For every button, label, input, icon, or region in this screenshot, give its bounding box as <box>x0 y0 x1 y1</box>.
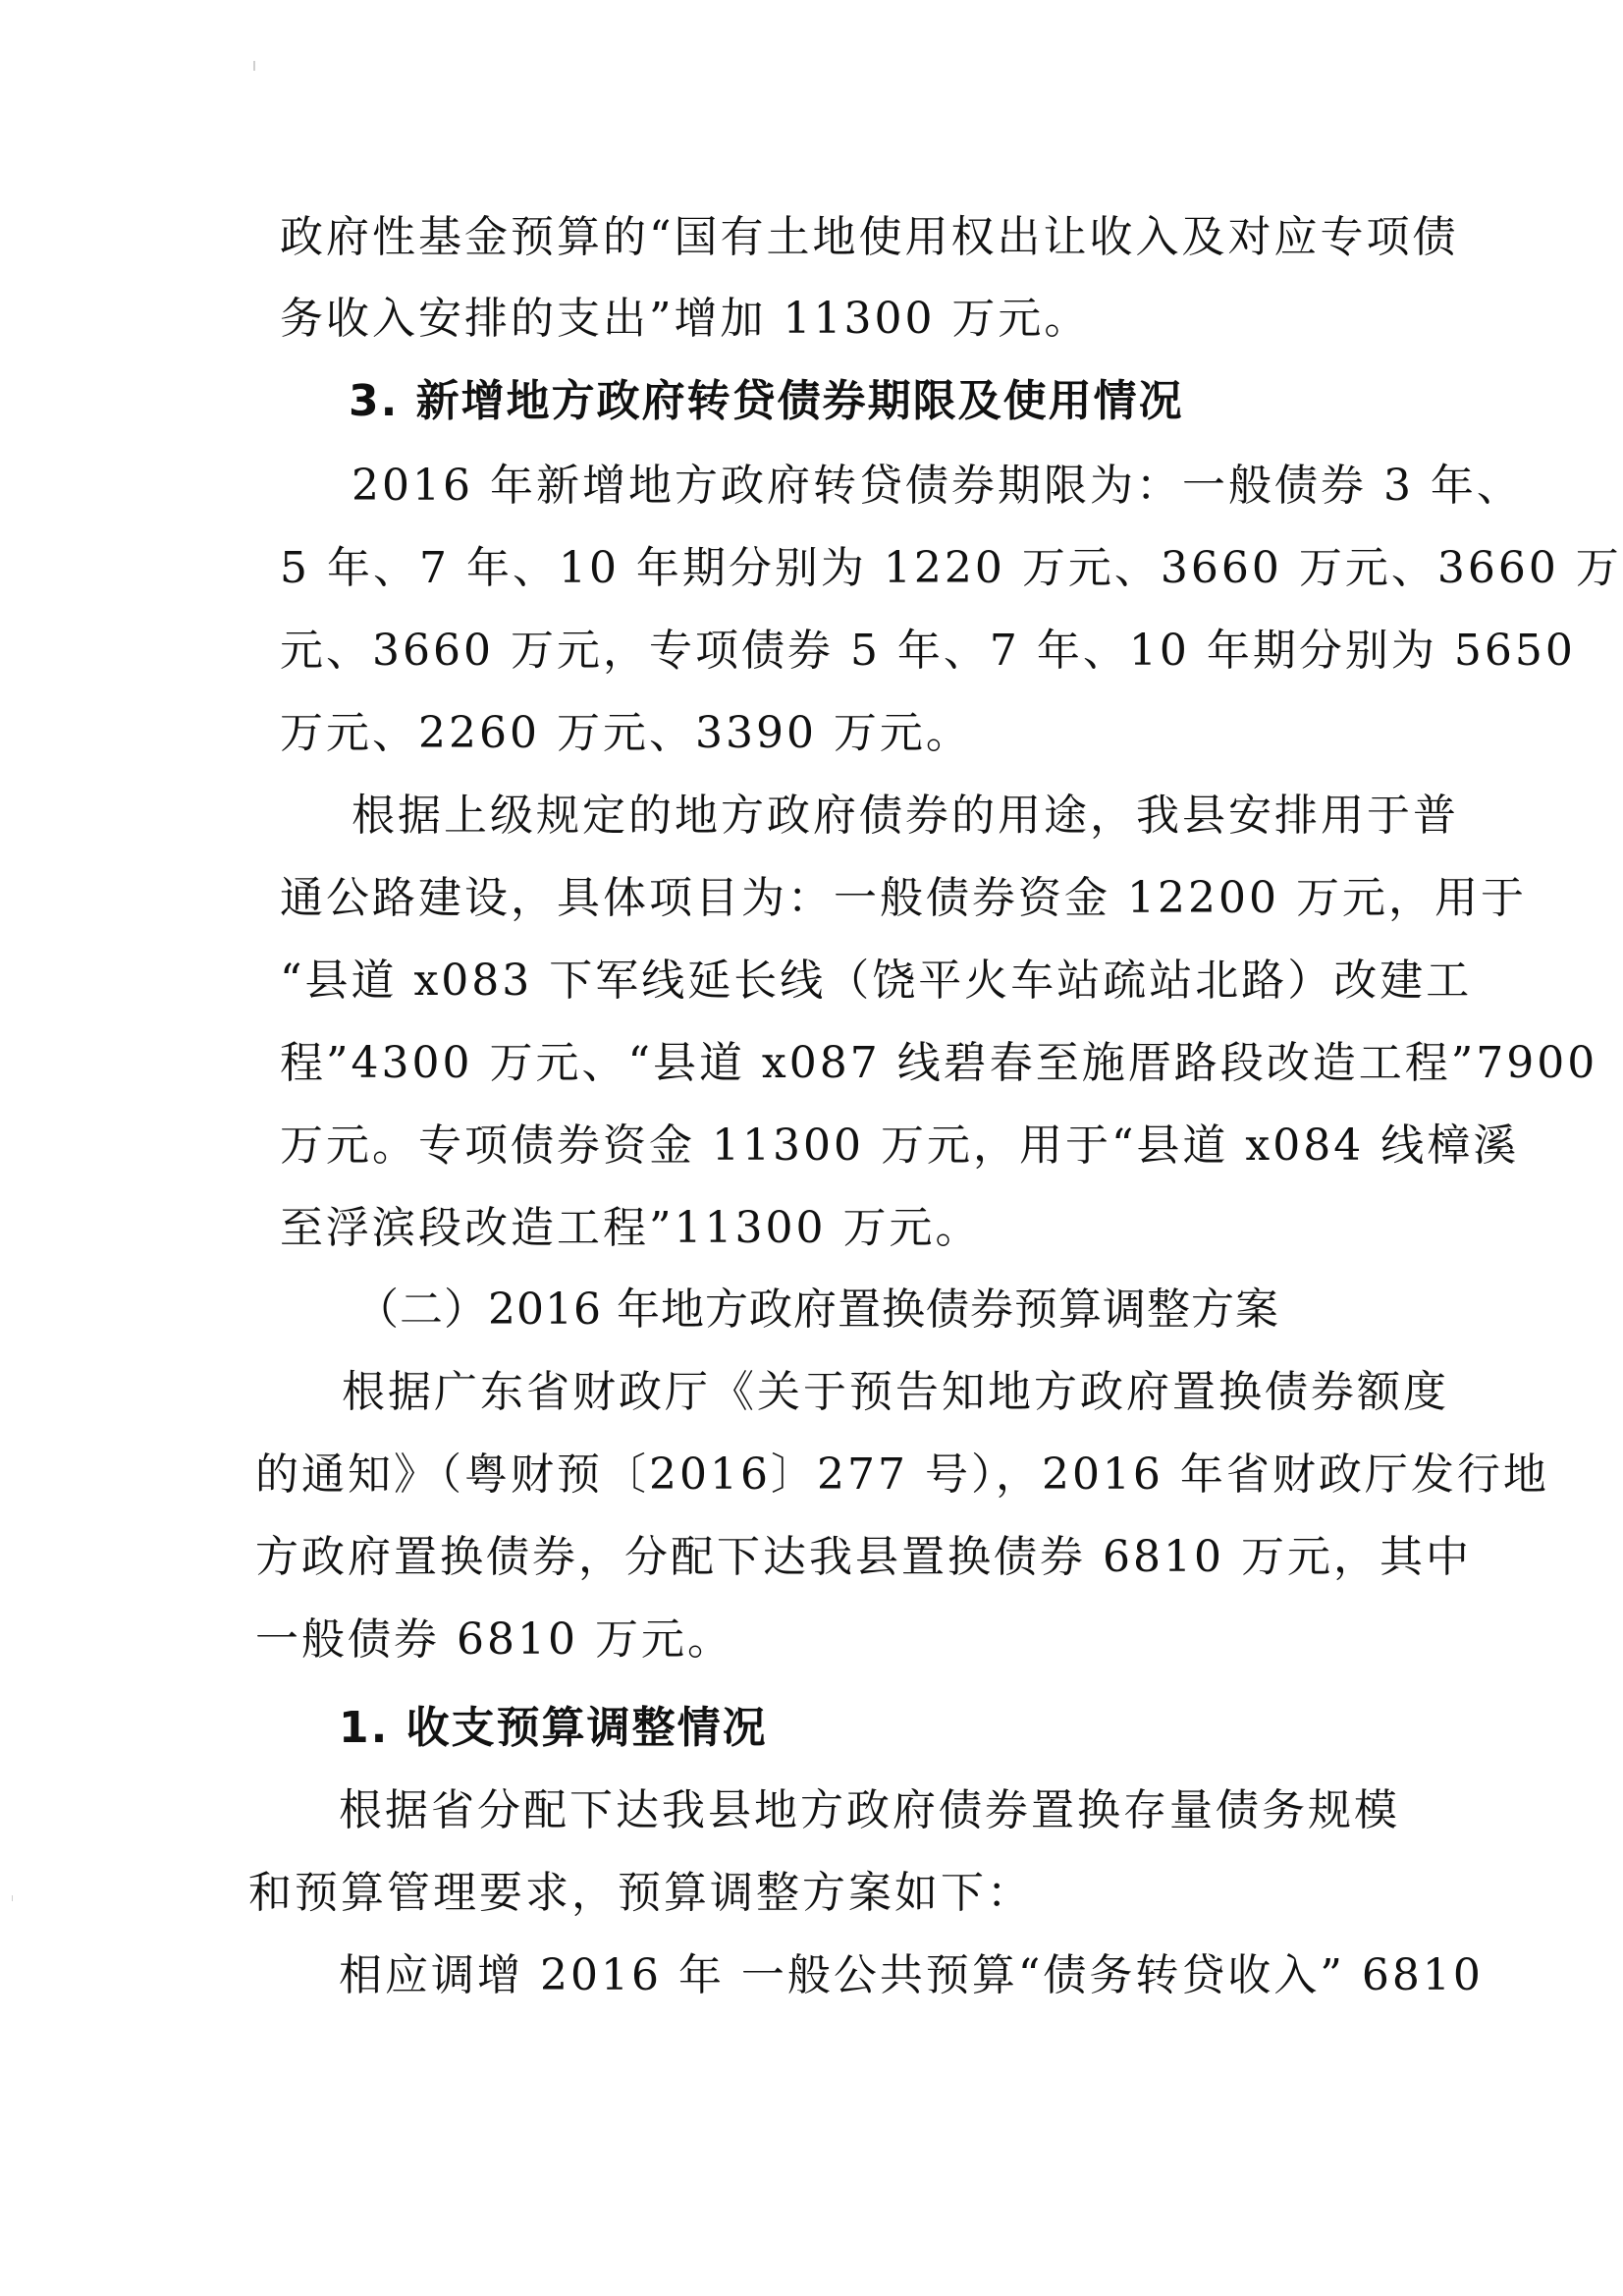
section-heading: 1. 收支预算调整情况 <box>339 1703 768 1753</box>
paragraph-line: 方政府置换债券，分配下达我县置换债券 6810 万元，其中 <box>255 1532 1472 1582</box>
paragraph-line: 根据上级规定的地方政府债券的用途，我县安排用于普 <box>352 791 1459 841</box>
paragraph-line: 务收入安排的支出”增加 11300 万元。 <box>280 294 1091 344</box>
paragraph-line: 至浮滨段改造工程”11300 万元。 <box>280 1203 982 1253</box>
paragraph-line: 的通知》（粤财预〔2016〕277 号），2016 年省财政厅发行地 <box>255 1449 1549 1500</box>
paragraph-line: 一般债券 6810 万元。 <box>255 1614 733 1665</box>
scan-mark <box>253 61 255 71</box>
paragraph-line: 政府性基金预算的“国有土地使用权出让收入及对应专项债 <box>280 212 1459 262</box>
scan-mark <box>12 1895 13 1901</box>
paragraph-line: 根据广东省财政厅《关于预告知地方政府置换债券额度 <box>342 1367 1449 1417</box>
paragraph-line: 根据省分配下达我县地方政府债券置换存量债务规模 <box>339 1785 1400 1835</box>
paragraph-line: 元、3660 万元，专项债券 5 年、7 年、10 年期分别为 5650 <box>280 626 1576 676</box>
section-heading: （二）2016 年地方政府置换债券预算调整方案 <box>355 1285 1279 1335</box>
paragraph-line: 和预算管理要求，预算调整方案如下： <box>248 1868 1033 1918</box>
paragraph-line: 通公路建设，具体项目为：一般债券资金 12200 万元，用于 <box>280 873 1527 923</box>
paragraph-line: 万元、2260 万元、3390 万元。 <box>280 708 972 758</box>
paragraph-line: 2016 年新增地方政府转贷债券期限为：一般债券 3 年、 <box>352 461 1523 511</box>
paragraph-line: 程”4300 万元、“县道 x087 线碧春至施厝路段改造工程”7900 <box>280 1038 1598 1088</box>
paragraph-line: “县道 x083 下军线延长线（饶平火车站疏站北路）改建工 <box>280 956 1473 1006</box>
section-heading: 3. 新增地方政府转贷债券期限及使用情况 <box>349 376 1184 426</box>
paragraph-line: 5 年、7 年、10 年期分别为 1220 万元、3660 万元、3660 万 <box>280 543 1622 593</box>
paragraph-line: 相应调增 2016 年 一般公共预算“债务转贷收入” 6810 <box>339 1950 1484 2000</box>
paragraph-line: 万元。专项债券资金 11300 万元，用于“县道 x084 线樟溪 <box>280 1121 1520 1171</box>
